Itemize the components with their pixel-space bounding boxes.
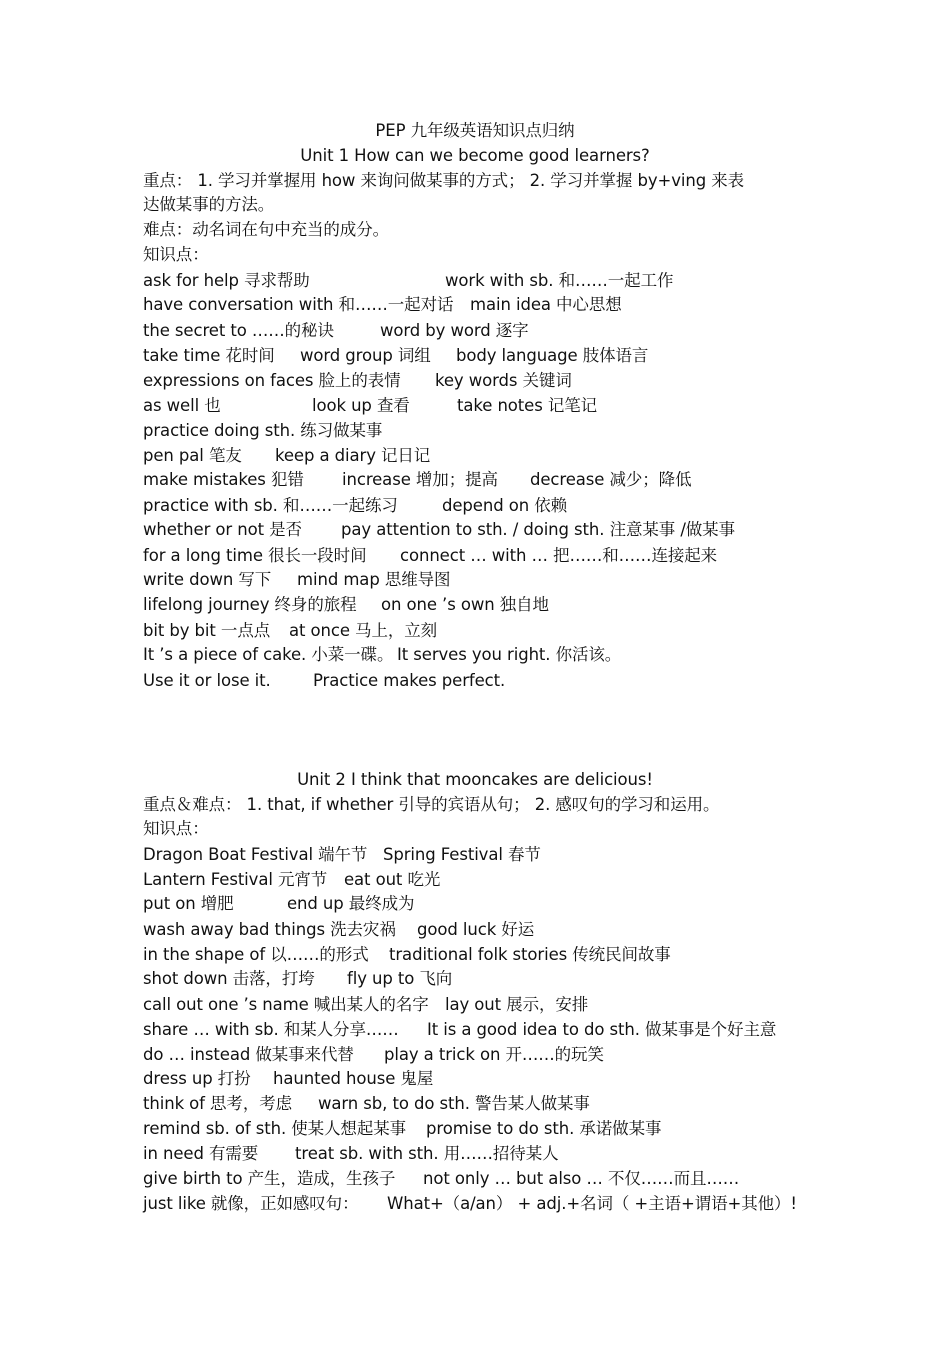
vocab-item: end up 最终成为	[287, 894, 415, 913]
vocab-item: treat sb. with sth. 用……招待某人	[295, 1144, 559, 1163]
vocab-item: promise to do sth. 承诺做某事	[426, 1119, 662, 1138]
vocab-item: traditional folk stories 传统民间故事	[389, 945, 671, 964]
vocab-item: good luck 好运	[417, 920, 535, 939]
vocab-line	[143, 994, 588, 1016]
vocab-item: haunted house 鬼屋	[273, 1069, 434, 1088]
document-title: PEP 九年级英语知识点归纳	[375, 121, 575, 140]
vocab-line	[143, 1168, 739, 1190]
vocab-item: just like 就像，正如感叹句：	[143, 1194, 359, 1213]
vocab-item: call out one ’s name 喊出某人的名字	[143, 995, 429, 1014]
vocab-line	[143, 345, 648, 367]
vocab-line	[143, 620, 437, 642]
vocab-item: work with sb. 和……一起工作	[445, 271, 674, 290]
vocab-item: have conversation with 和……一起对话	[143, 295, 454, 314]
vocab-line	[143, 370, 572, 392]
vocab-item: practice with sb. 和……一起练习	[143, 496, 398, 515]
vocab-line	[143, 670, 505, 692]
vocab-item: shot down 击落，打垮	[143, 969, 315, 988]
vocab-item: lay out 展示，安排	[445, 995, 589, 1014]
vocab-line	[143, 919, 534, 941]
vocab-item: Dragon Boat Festival 端午节	[143, 845, 368, 864]
vocab-line	[143, 944, 671, 966]
vocab-item: Practice makes perfect.	[313, 671, 506, 690]
vocab-item: write down 写下	[143, 570, 272, 589]
unit2-heading: Unit 2 I think that mooncakes are delicious!	[297, 770, 653, 789]
vocab-item: for a long time 很长一段时间	[143, 546, 367, 565]
vocab-line	[143, 1118, 661, 1140]
vocab-item: key words 关键词	[435, 371, 572, 390]
vocab-item: It ’s a piece of cake. 小菜一碟。	[143, 645, 394, 664]
vocab-item: decrease 减少；降低	[530, 470, 692, 489]
vocab-line	[143, 420, 382, 442]
vocab-item: mind map 思维导图	[297, 570, 451, 589]
vocab-line	[143, 270, 673, 292]
vocab-item: main idea 中心思想	[470, 295, 622, 314]
vocab-item: wash away bad things 洗去灾祸	[143, 920, 396, 939]
vocab-item: body language 肢体语言	[456, 346, 649, 365]
vocab-item: make mistakes 犯错	[143, 470, 304, 489]
vocab-item: practice doing sth. 练习做某事	[143, 421, 383, 440]
vocab-line	[143, 545, 717, 567]
vocab-line	[143, 844, 541, 866]
vocab-line	[143, 1193, 797, 1215]
vocab-item: warn sb, to do sth. 警告某人做某事	[318, 1094, 590, 1113]
vocab-item: play a trick on 开……的玩笑	[384, 1045, 604, 1064]
vocab-item: ask for help 寻求帮助	[143, 271, 310, 290]
vocab-line	[143, 644, 621, 666]
vocab-line	[143, 1068, 433, 1090]
vocab-line	[143, 395, 597, 417]
vocab-item: dress up 打扮	[143, 1069, 251, 1088]
vocab-item: in need 有需要	[143, 1144, 259, 1163]
vocab-line	[143, 893, 414, 915]
unit2-points-label: 知识点：	[143, 819, 209, 838]
vocab-item: give birth to 产生，造成，生孩子	[143, 1169, 396, 1188]
vocab-item: look up 查看	[312, 396, 410, 415]
vocab-line	[143, 594, 549, 616]
vocab-item: put on 增肥	[143, 894, 234, 913]
vocab-item: Spring Festival 春节	[383, 845, 541, 864]
vocab-item: not only … but also … 不仅……而且……	[423, 1169, 740, 1188]
vocab-item: Use it or lose it.	[143, 671, 271, 690]
vocab-line	[143, 469, 691, 491]
vocab-line	[143, 569, 450, 591]
vocab-item: Lantern Festival 元宵节	[143, 870, 328, 889]
vocab-line	[143, 1044, 604, 1066]
unit1-difficulty: 难点：动名词在句中充当的成分。	[143, 220, 390, 239]
vocab-item: eat out 吃光	[344, 870, 441, 889]
vocab-line	[143, 1019, 776, 1041]
vocab-line	[143, 1143, 559, 1165]
vocab-line	[143, 1093, 590, 1115]
vocab-item: as well 也	[143, 396, 221, 415]
vocab-item: in the shape of 以……的形式	[143, 945, 369, 964]
vocab-line	[143, 320, 529, 342]
vocab-item: lifelong journey 终身的旅程	[143, 595, 357, 614]
vocab-line	[143, 495, 567, 517]
vocab-item: the secret to ……的秘诀	[143, 321, 334, 340]
vocab-item: remind sb. of sth. 使某人想起某事	[143, 1119, 407, 1138]
vocab-line	[143, 519, 735, 541]
vocab-item: do … instead 做某事来代替	[143, 1045, 354, 1064]
vocab-item: whether or not 是否	[143, 520, 302, 539]
vocab-line	[143, 294, 622, 316]
unit2-key-points: 重点＆难点： 1. that, if whether 引导的宾语从句； 2. 感叹句的学习和运用。	[143, 795, 720, 814]
vocab-item: take notes 记笔记	[457, 396, 598, 415]
unit1-key-points: 重点： 1. 学习并掌握用 how 来询问做某事的方式； 2. 学习并掌握 by+ving 来表	[143, 171, 745, 190]
vocab-item: pen pal 笔友	[143, 446, 242, 465]
vocab-item: keep a diary 记日记	[275, 446, 431, 465]
unit1-points-label: 知识点：	[143, 245, 209, 264]
vocab-item: expressions on faces 脸上的表情	[143, 371, 401, 390]
vocab-item: on one ’s own 独自地	[381, 595, 549, 614]
vocab-item: connect … with … 把……和……连接起来	[400, 546, 718, 565]
vocab-item: It serves you right. 你活该。	[397, 645, 622, 664]
vocab-item: at once 马上，立刻	[289, 621, 438, 640]
vocab-item: fly up to 飞向	[347, 969, 453, 988]
vocab-item: increase 增加；提高	[342, 470, 498, 489]
vocab-item: pay attention to sth. / doing sth. 注意某事 /做某事	[341, 520, 735, 539]
vocab-item: It is a good idea to do sth. 做某事是个好主意	[427, 1020, 777, 1039]
unit1-heading: Unit 1 How can we become good learners?	[300, 146, 650, 165]
vocab-item: word by word 逐字	[380, 321, 529, 340]
vocab-item: share … with sb. 和某人分享……	[143, 1020, 399, 1039]
vocab-item: think of 思考，考虑	[143, 1094, 293, 1113]
vocab-item: word group 词组	[300, 346, 431, 365]
vocab-line	[143, 968, 452, 990]
vocab-line	[143, 869, 440, 891]
vocab-item: What+（a/an） + adj.+名词（ +主语+谓语+其他）!	[387, 1194, 797, 1213]
unit1-key-points-cont: 达做某事的方法。	[143, 195, 275, 214]
vocab-item: bit by bit 一点点	[143, 621, 271, 640]
vocab-line	[143, 445, 430, 467]
vocab-item: depend on 依赖	[442, 496, 568, 515]
vocab-item: take time 花时间	[143, 346, 275, 365]
